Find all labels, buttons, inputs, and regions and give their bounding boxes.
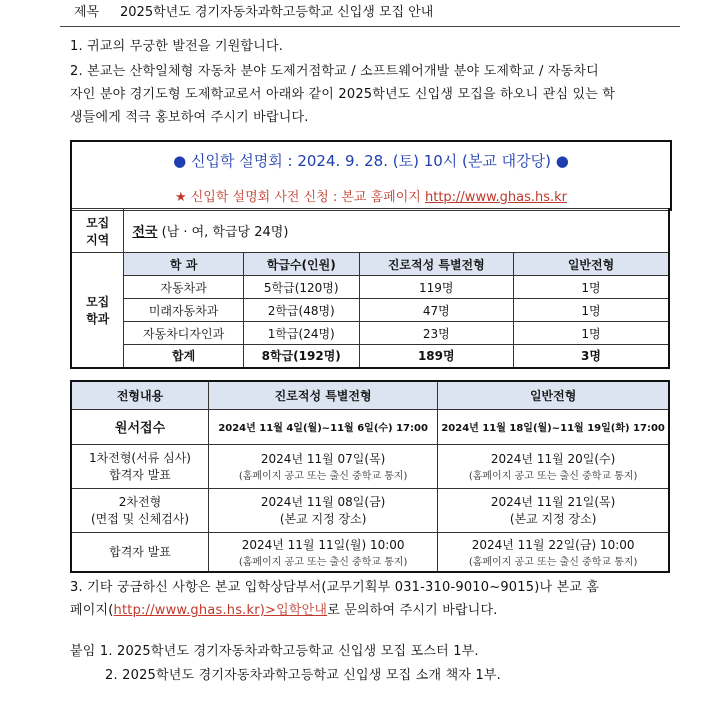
table-row [71,276,669,299]
total-general: 3명 [514,345,669,368]
round2-general: 2024년 11월 21일(목) (본교 지정 장소) [438,488,669,532]
attachment-1: 붙임 1. 2025학년도 경기자동차과학고등학교 신입생 모집 포스터 1부. [70,644,479,659]
final-row [71,532,669,572]
dept-side-label: 모집 학과 [71,253,124,368]
round2-label: 2차전형 (면접 및 신체검사) [71,488,209,532]
homepage-link[interactable]: http://www.ghas.hs.kr [424,190,568,205]
document-title: 2025학년도 경기자동차과학고등학교 신입생 모집 안내 [120,5,434,20]
final-special: 2024년 11월 11일(월) 10:00 (홈페이지 공고 또는 출신 중학교 통지) [209,532,438,572]
schedule-header-general: 일반전형 [438,381,669,409]
application-label: 원서접수 [71,409,209,444]
dept-name: 자동차과 [124,276,244,299]
paragraph-3-line-2 [70,599,670,622]
round1-row [71,444,669,488]
final-label: 합격자 발표 [71,532,209,572]
application-special: 2024년 11월 4일(월)~11월 6일(수) 17:00 [209,409,438,444]
round1-special: 2024년 11월 07일(목) (홈페이지 공고 또는 출신 중학교 통지) [209,444,438,488]
dept-general: 1명 [514,299,669,322]
round2-special: 2024년 11월 08일(금) (본교 지정 장소) [209,488,438,532]
dept-name: 자동차디자인과 [124,322,244,345]
round1-general: 2024년 11월 20일(수) (홈페이지 공고 또는 출신 중학교 통지) [438,444,669,488]
paragraph-3-prefix: 페이지( [70,603,114,618]
dept-classes: 1학급(24명) [243,322,359,345]
dept-header-classes: 학급수(인원) [243,253,359,276]
round1-label: 1차전형(서류 심사) 합격자 발표 [71,444,209,488]
schedule-header-special: 진로적성 특별전형 [209,381,438,409]
application-general: 2024년 11월 18일(월)~11월 19일(화) 17:00 [438,409,669,444]
paragraph-3-suffix: 로 문의하여 주시기 바랍니다. [327,603,498,618]
dept-general: 1명 [514,322,669,345]
dept-general: 1명 [514,276,669,299]
region-value [124,209,669,253]
schedule-table [70,380,670,573]
total-classes: 8학급(192명) [243,345,359,368]
info-session-text: ● 신입학 설명회 : 2024. 9. 28. (토) 10시 (본교 대강당) ● [173,152,569,170]
total-row [71,345,669,368]
pre-registration-text: ★ 신입학 설명회 사전 신청 : 본교 홈페이지 [174,190,425,205]
paragraph-1: 1. 귀교의 무궁한 발전을 기원합니다. [70,39,284,54]
paragraph-2-line-3: 생들에게 적극 홍보하여 주시기 바랍니다. [70,110,309,125]
round2-row [71,488,669,532]
paragraph-3-line-1: 3. 기타 궁금하신 사항은 본교 입학상담부서(교무기획부 031-310-9010~9015)나 본교 홈 [70,580,600,595]
paragraph-2-line-2: 자인 분야 경기도형 도제학교로서 아래와 같이 2025학년도 신입생 모집을 하오니 관심 있는 학 [70,87,616,102]
dept-special: 23명 [359,322,513,345]
attachment-2: 2. 2025학년도 경기자동차과학고등학교 신입생 모집 소개 책자 1부. [105,668,502,683]
schedule-header-type: 전형내용 [71,381,209,409]
paragraph-2-line-1: 2. 본교는 산학일체형 자동차 분야 도제거점학교 / 소프트웨어개발 분야 도제학교 / 자동차디 [70,64,599,79]
region-label: 모집 지역 [71,209,124,253]
dept-name: 미래자동차과 [124,299,244,322]
dept-header-name: 학 과 [124,253,244,276]
region-bold: 전국 [132,225,158,240]
table-row [71,322,669,345]
dept-header-general: 일반전형 [514,253,669,276]
total-label: 합계 [124,345,244,368]
recruitment-table [70,208,670,369]
application-row [71,409,669,444]
dept-special: 119명 [359,276,513,299]
region-detail: (남 · 여, 학급당 24명) [157,225,289,240]
pre-registration-line [72,186,670,205]
admission-link[interactable]: http://www.ghas.hs.kr)>입학안내 [113,603,328,618]
title-label: 제목 [74,5,100,20]
dept-classes: 2학급(48명) [243,299,359,322]
final-general: 2024년 11월 22일(금) 10:00 (홈페이지 공고 또는 출신 중학교 통지) [438,532,669,572]
dept-classes: 5학급(120명) [243,276,359,299]
title-bar [60,0,680,27]
info-session-box [70,140,672,211]
dept-special: 47명 [359,299,513,322]
dept-header-special: 진로적성 특별전형 [359,253,513,276]
table-row [71,299,669,322]
total-special: 189명 [359,345,513,368]
